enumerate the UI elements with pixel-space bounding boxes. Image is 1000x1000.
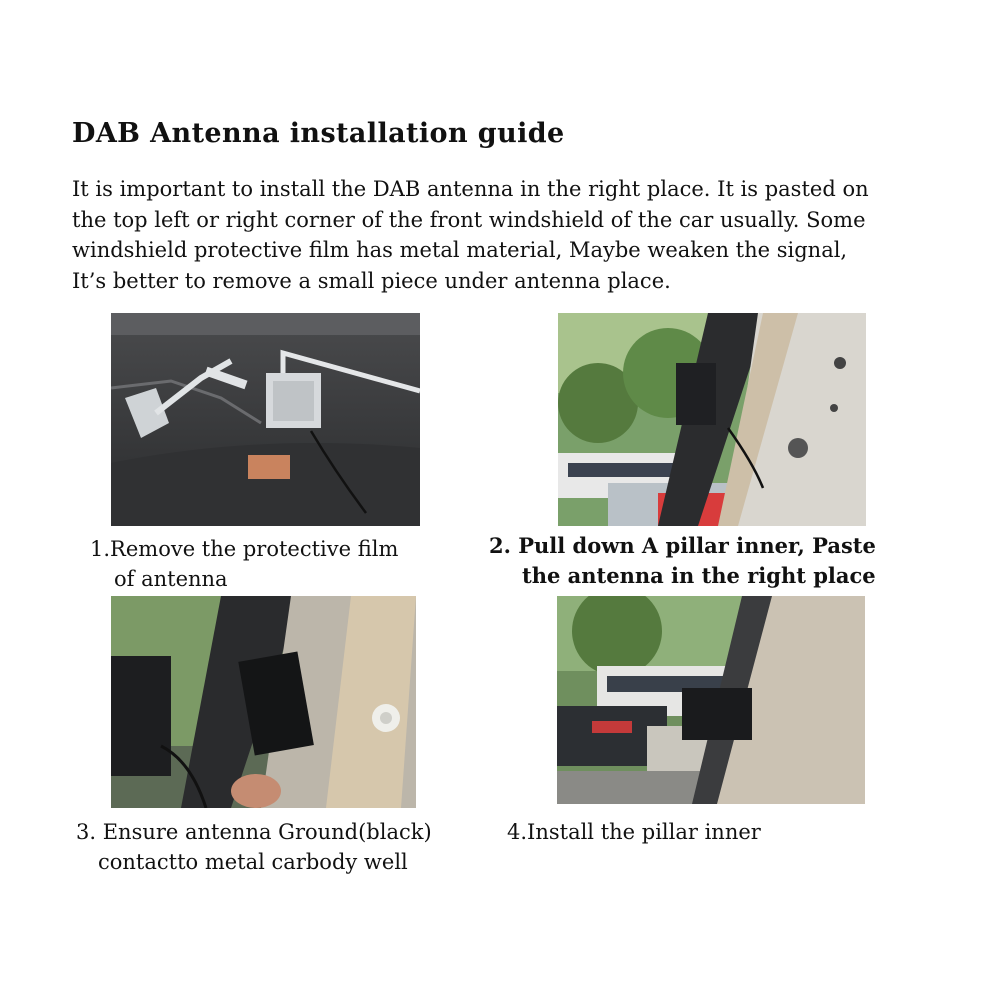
caption-line: 1.Remove the protective film (90, 537, 399, 561)
step-2-photo (558, 313, 866, 526)
caption-line: 4.Install the pillar inner (507, 820, 761, 844)
step-1-photo (111, 313, 420, 526)
intro-line: It is important to install the DAB antenna in the right place. It is pasted on (72, 177, 869, 201)
step-3-photo (111, 596, 416, 808)
intro-line: the top left or right corner of the front windshield of the car usually. Some (72, 207, 866, 232)
step-2-caption (489, 531, 876, 591)
caption-line: 3. Ensure antenna Ground(black) (76, 820, 432, 844)
intro-paragraph (72, 174, 952, 296)
step-4-caption (507, 817, 761, 847)
step-4-photo (557, 596, 865, 804)
caption-line: the antenna in the right place (522, 563, 876, 588)
caption-line: of antenna (114, 567, 228, 591)
intro-line: It’s better to remove a small piece under antenna place. (72, 268, 671, 293)
caption-line: contactto metal carbody well (98, 850, 408, 874)
step-1-caption (90, 534, 398, 594)
intro-line: windshield protective film has metal material, Maybe weaken the signal, (72, 238, 848, 262)
guide-title: DAB Antenna installation guide (72, 118, 565, 149)
step-3-caption (76, 817, 432, 877)
caption-line: 2. Pull down A pillar inner, Paste (489, 533, 876, 558)
